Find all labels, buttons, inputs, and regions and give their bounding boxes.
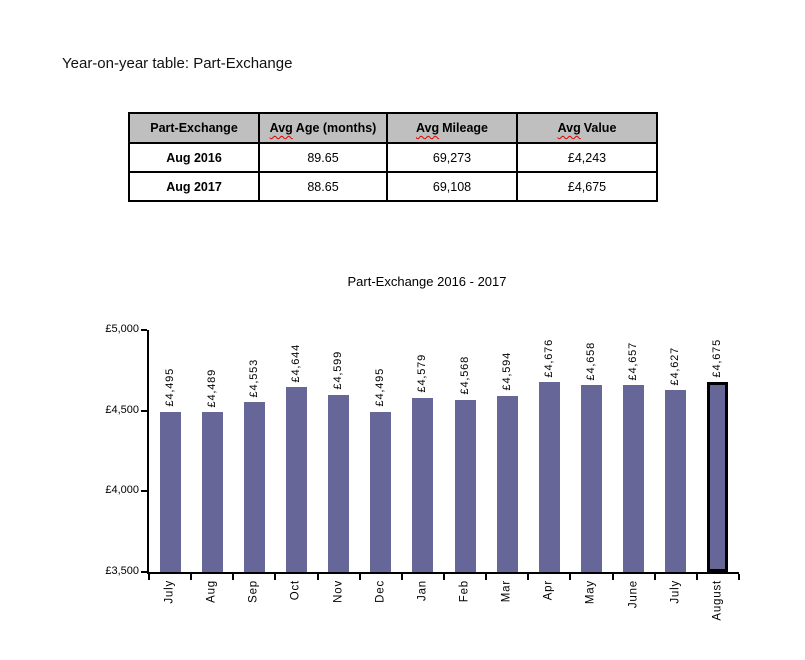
bar-value-label: £4,644 [289,343,302,383]
chart-bar [160,412,181,573]
x-axis-tick [317,574,319,580]
y-axis-label: £5,000 [105,323,139,335]
y-axis-tick [141,410,147,412]
bar-slot [149,330,191,604]
bar-value-label: £4,627 [669,346,682,386]
bar-value-label: £4,675 [711,338,724,378]
chart-bar [412,398,433,572]
x-axis-tick [148,574,150,580]
bar-value-label: £4,495 [163,368,176,407]
column-header-label: Mileage [442,121,488,135]
column-header-avg-age [259,113,387,143]
x-axis-label: Mar [500,580,513,603]
bar-slot [655,330,697,604]
bar-slot [275,330,317,601]
bar-slot [613,330,655,609]
bar-value-label: £4,568 [458,356,471,395]
chart-bar [286,387,307,572]
row-label: Aug 2017 [129,172,259,201]
bar-slot [233,330,275,603]
column-header-avg-mileage [387,113,517,143]
y-axis-label: £3,500 [105,565,139,577]
misspelled-word: Avg [415,121,440,135]
column-header-part-exchange [129,113,259,143]
column-header-label: Age (months) [295,121,377,135]
column-header-label: Value [583,121,617,135]
y-axis-tick [141,490,147,492]
x-axis-tick [443,574,445,580]
chart-bar [539,382,560,572]
bar-slot [191,330,233,603]
x-axis-label: Sep [247,580,260,603]
chart-bar [328,395,349,572]
x-axis-tick [654,574,656,580]
x-axis-tick [527,574,529,580]
x-axis-label: Jan [416,580,429,601]
x-axis-label: July [669,580,681,604]
bar-slot [360,330,402,603]
x-axis-tick [485,574,487,580]
x-axis-label: July [163,580,176,604]
x-axis-tick [569,574,571,580]
bar-chart-plot-area [105,323,739,621]
chart-bar [665,390,686,572]
x-axis-label: Feb [458,580,471,603]
chart-bar [623,385,644,572]
bar-value-label: £4,495 [374,368,387,407]
y-axis-tick [141,571,147,573]
bar-slot [402,330,444,601]
year-on-year-table [128,112,658,202]
cell-avg-mileage: 69,108 [387,172,517,201]
cell-avg-mileage: 69,273 [387,143,517,172]
bar-value-label: £4,594 [500,352,513,391]
document-title: Year-on-year table: Part-Exchange [62,55,293,72]
x-axis-label: Aug [205,580,218,603]
x-axis-label: Oct [289,580,302,601]
x-axis-tick [232,574,234,580]
column-header-avg-value [517,113,657,143]
misspelled-word: Avg [269,121,293,135]
row-label: Aug 2016 [129,143,259,172]
x-axis-tick [696,574,698,580]
bar-slot [697,330,739,621]
x-axis-tick [401,574,403,580]
misspelled-word: Avg [557,121,581,135]
bar-value-label: £4,657 [627,341,640,381]
x-axis-label: Nov [331,580,344,603]
bar-value-label: £4,599 [332,351,345,390]
x-axis-tick [738,574,740,580]
column-header-label: Part-Exchange [150,121,238,135]
bar-value-label: £4,489 [205,368,218,408]
bar-slot [486,330,528,603]
bar-value-label: £4,579 [416,354,429,393]
bar-value-label: £4,553 [247,358,260,398]
y-axis-label: £4,000 [105,484,139,497]
cell-avg-value: £4,243 [517,143,657,172]
x-axis-label: Dec [374,580,387,603]
x-axis-tick [190,574,192,580]
cell-avg-age: 88.65 [259,172,387,201]
bar-slot [528,330,570,601]
table-row-aug-2016 [129,143,657,172]
chart-bar [497,396,518,573]
y-axis-label: £4,500 [105,403,139,416]
x-axis-label: Apr [542,580,555,601]
chart-bar [455,400,476,572]
x-axis-tick [612,574,614,580]
chart-title: Part-Exchange 2016 - 2017 [347,274,507,289]
chart-bar [581,385,602,572]
bar-slot [318,330,360,603]
x-axis-label: May [584,580,597,605]
bar-slot [570,330,612,605]
bar-value-label: £4,676 [542,338,555,378]
y-axis-tick [141,329,147,331]
chart-bar [202,412,223,572]
table-header-row [129,113,657,143]
x-axis-tick [274,574,276,580]
chart-bar [370,412,391,573]
chart-bar [244,402,265,572]
bar-value-label: £4,658 [584,341,597,381]
cell-avg-age: 89.65 [259,143,387,172]
table-row-aug-2017 [129,172,657,201]
bar-slot [444,330,486,603]
x-axis-label: June [626,580,639,609]
chart-bar-highlighted [707,382,728,572]
cell-avg-value: £4,675 [517,172,657,201]
x-axis-tick [359,574,361,580]
x-axis-label: August [711,580,724,621]
